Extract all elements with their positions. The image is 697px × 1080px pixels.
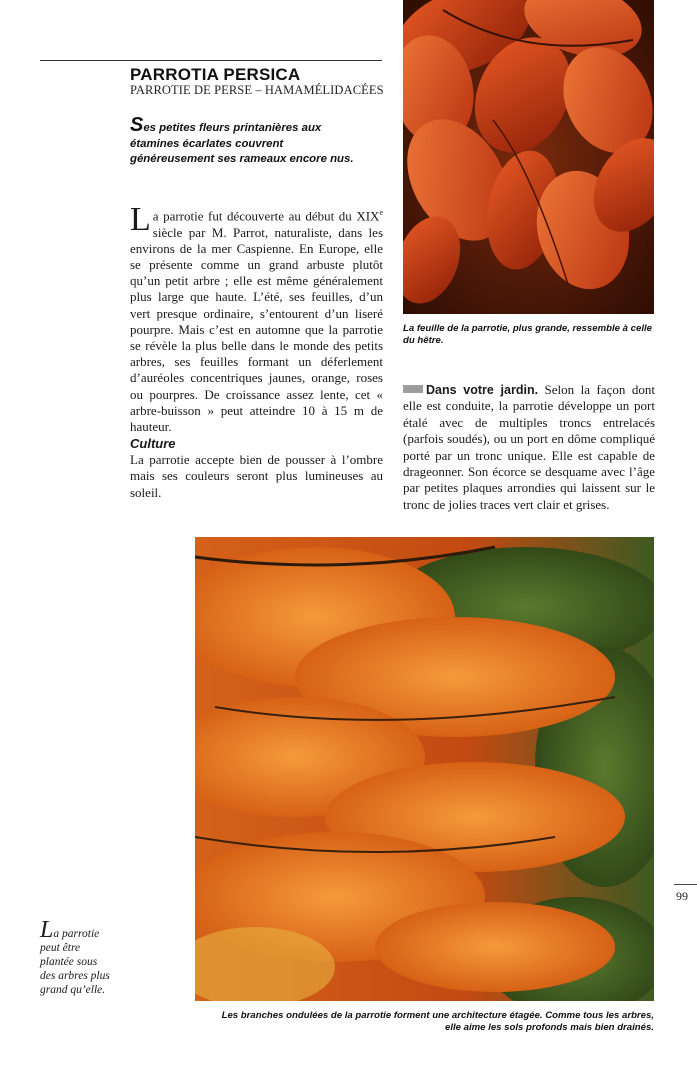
intro-text-1: a parrotie fut découverte au début du XIX <box>152 208 380 224</box>
branches-photo-caption: Les branches ondulées de la parrotie forment une architecture étagée. Comme tous les arbres, elle aime les sols profonds mais bien drainés. <box>221 1010 654 1033</box>
page-number-rule <box>674 884 697 885</box>
side-note-initial: L <box>40 917 54 943</box>
culture-heading: Culture <box>130 436 176 452</box>
page-number: 99 <box>676 889 688 903</box>
header-rule <box>40 60 382 61</box>
left-column <box>130 201 383 501</box>
leaf-photo <box>403 0 654 314</box>
culture-text: La parrotie accepte bien de pousser à l’ombre mais ses couleurs seront plus lumineuses au soleil. <box>130 452 383 500</box>
side-note <box>40 917 110 997</box>
garden-heading: Dans votre jardin. <box>426 383 539 397</box>
intro-text-2: siècle par M. Parrot, naturaliste, dans les environs de la mer Caspienne. En Europe, elle se présente comme un grand arbuste plutôt qu’un petit arbre ; elle est même généralement plus large que haute. L’été, ses feuilles, d’un vert presque ordinaire, s’entourent d’un liseré pourpre. Mais c’est en automne que la parrotie se révèle la plus belle dans le monde des petits arbres, ses feuilles formant un déferlement d’auréoles concentriques jaunes, orange, roses ou pourpres. De croissance assez lente, cet « arbre-buisson » peut atteindre 10 à 15 m de hauteur. <box>130 224 383 434</box>
intro-dropcap: L <box>130 201 151 238</box>
garden-text: Selon la façon dont elle est conduite, la parrotie développe un port étalé avec de multiples troncs entrelacés (parfois soudés), ou un port en dôme compliqué porté par un tronc unique. Elle est capable de drageonner. Son écorce se desquame avec l’âge par petites plaques arrondies qui laissent sur le tronc de jolies traces vert clair et grises. <box>403 382 655 512</box>
leaf-photo-caption: La feuille de la parrotie, plus grande, ressemble à celle du hêtre. <box>403 323 653 346</box>
branches-photo <box>195 537 654 1001</box>
lead-paragraph <box>130 114 360 168</box>
side-note-text: a parrotie peut être plantée sous des arbres plus grand qu’elle. <box>40 928 110 996</box>
lead-text: es petites fleurs printanières aux étamines écarlates couvrent généreusement ses rameaux encore nus. <box>130 122 354 165</box>
intro-paragraph <box>130 201 383 435</box>
section-marker <box>403 385 423 393</box>
lead-initial: S <box>130 114 144 136</box>
page-title: PARROTIA PERSICA <box>130 65 301 84</box>
intro-sup: e <box>379 208 383 217</box>
right-column <box>403 382 655 513</box>
page-subtitle: PARROTIE DE PERSE – HAMAMÉLIDACÉES <box>130 83 384 97</box>
